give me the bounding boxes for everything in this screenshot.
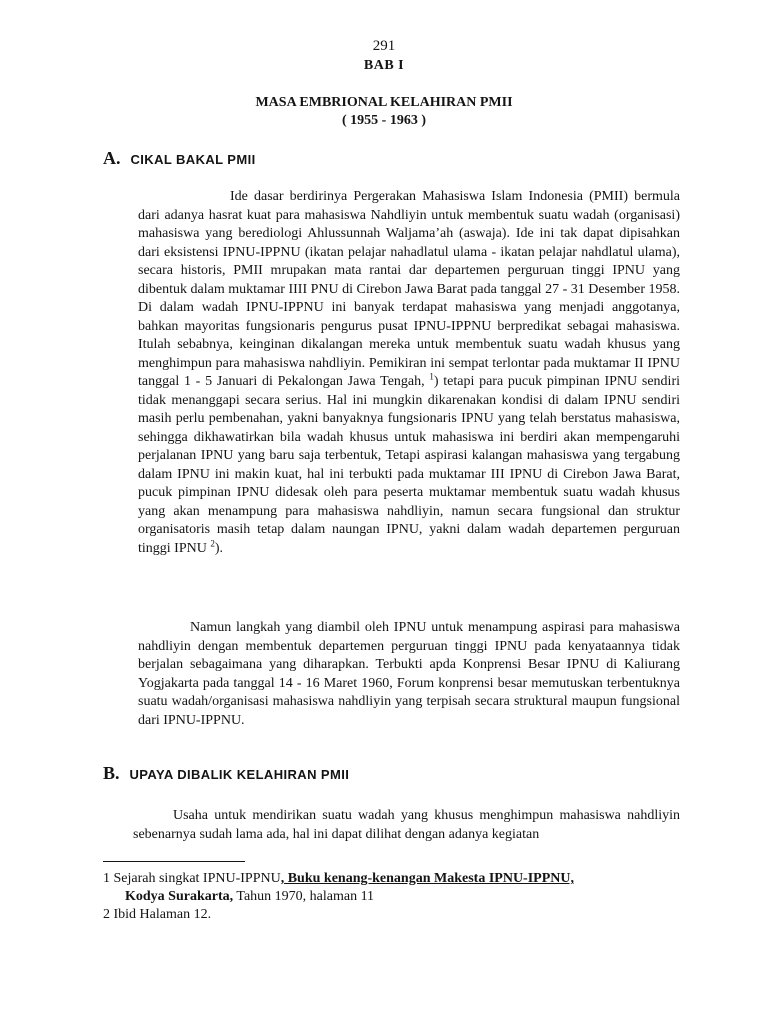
section-b-heading [103, 763, 349, 784]
page-number: 291 [372, 38, 396, 54]
paragraph-text: Ide dasar berdirinya Pergerakan Mahasiswa Islam Indonesia (PMII) bermula dari adanya hasrat kuat para mahasiswa Nahdliyin untuk membentuk suatu wadah (organisasi) mahasiswa yang berediologi Ahlussunnah Waljama’ah (aswaja). Ide ini tak dapat dipisahkan dari eksistensi IPNU-IPPNU (ikatan pelajar nahadlatul ulama - ikatan pelajar nahdlatul ulama), secara historis, PMII mrupakan mata rantai dar departemen perguruan tinggi IPNU yang dibentuk dalam muktamar IIII PNU di Cirebon Jawa Barat pada tanggal 27 - 31 Desember 1958. Di dalam wadah IPNU-IPPNU ini banyak terdapat mahasiswa yang menjadi anggotanya, bahkan mayoritas fungsionaris pengurus pusat IPNU-IPPNU berpredikat sebagai mahasiswa. Itulah sebabnya, keinginan dikalangan mereka untuk membentuk suatu wadah khusus yang menghimpun para mahasiswa nahdliyin. Pemikiran ini sempat terlontar pada muktamar II IPNU tanggal 1 - 5 Januari di Pekalongan Jawa Tengah, [138, 189, 680, 389]
footnote-place: Kodya Surakarta, [125, 889, 234, 904]
footnote-2: 2 Ibid Halaman 12. [103, 907, 212, 922]
footnote-reference: 2 [210, 537, 215, 548]
footnote-continuation [103, 888, 683, 906]
section-title: CIKAL BAKAL PMII [130, 152, 256, 167]
chapter-heading: BAB I [363, 58, 405, 73]
paragraph [138, 188, 680, 558]
chapter-title: MASA EMBRIONAL KELAHIRAN PMII [255, 95, 513, 110]
chapter-subtitle: ( 1955 - 1963 ) [342, 113, 426, 128]
section-letter: A. [103, 148, 121, 168]
footnotes [103, 870, 683, 924]
footnote-text: Tahun 1970, halaman 11 [233, 889, 375, 904]
section-a-heading [103, 148, 256, 169]
paragraph: Namun langkah yang diambil oleh IPNU untuk menampung aspirasi para mahasiswa nahdliyin dengan membentuk departemen perguruan tinggi IPNU pada kenyataannya tidak berjalan sebagaimana yang diharapkan. Terbukti apda Konprensi Besar IPNU di Kaliurang Yogjakarta pada tanggal 14 - 16 Maret 1960, Forum konprensi besar memutuskan terbentuknya suatu wadah/organisasi mahasiswa nahdliyin yang terpisah secara struktural maupun fungsional dari IPNU-IPPNU. [138, 620, 680, 728]
footnote-1 [103, 870, 683, 906]
paragraph-text: ). [214, 540, 224, 556]
footnote-divider [103, 861, 245, 862]
section-letter: B. [103, 763, 120, 783]
paragraph: Usaha untuk mendirikan suatu wadah yang khusus menghimpun mahasiswa nahdliyin sebenarnya sudah lama ada, hal ini dapat dilihat dengan adanya kegiatan [133, 808, 680, 842]
footnote-text: 1 Sejarah singkat IPNU-IPPNU [103, 871, 281, 886]
paragraph-text: ) tetapi para pucuk pimpinan IPNU sendiri tidak menanggapi secara serius. Hal ini mungkin dikarenakan kondisi di dalam IPNU sendiri masih perlu pembenahan, yakni banyaknya fungsionaris IPNU yang telah berstatus mahasiswa, sehingga dikhawatirkan bila wadah khusus untuk mahasiswa ini berdiri akan mempengaruhi perjalanan IPNU yang baru saja terbentuk, Tetapi aspirasi kalangan mahasiswa yang tergabung dalam IPNU ini makin kuat, hal ini terbukti pada muktamar III IPNU di Cirebon Jawa Barat, pucuk pimpinan IPNU didesak oleh para peserta muktamar membentuk suatu wadah khusus yang akan menampung para mahasiswa nahdliyin, namun secara fungsional dan struktur organisatoris masih tetap dalam naungan IPNU, yakni dalam wadah departemen perguruan tinggi IPNU [138, 374, 680, 556]
footnote-book-title: , Buku kenang-kenangan Makesta IPNU-IPPNU, [280, 871, 574, 886]
section-title: UPAYA DIBALIK KELAHIRAN PMII [129, 767, 350, 782]
footnote-reference: 1 [429, 371, 434, 382]
